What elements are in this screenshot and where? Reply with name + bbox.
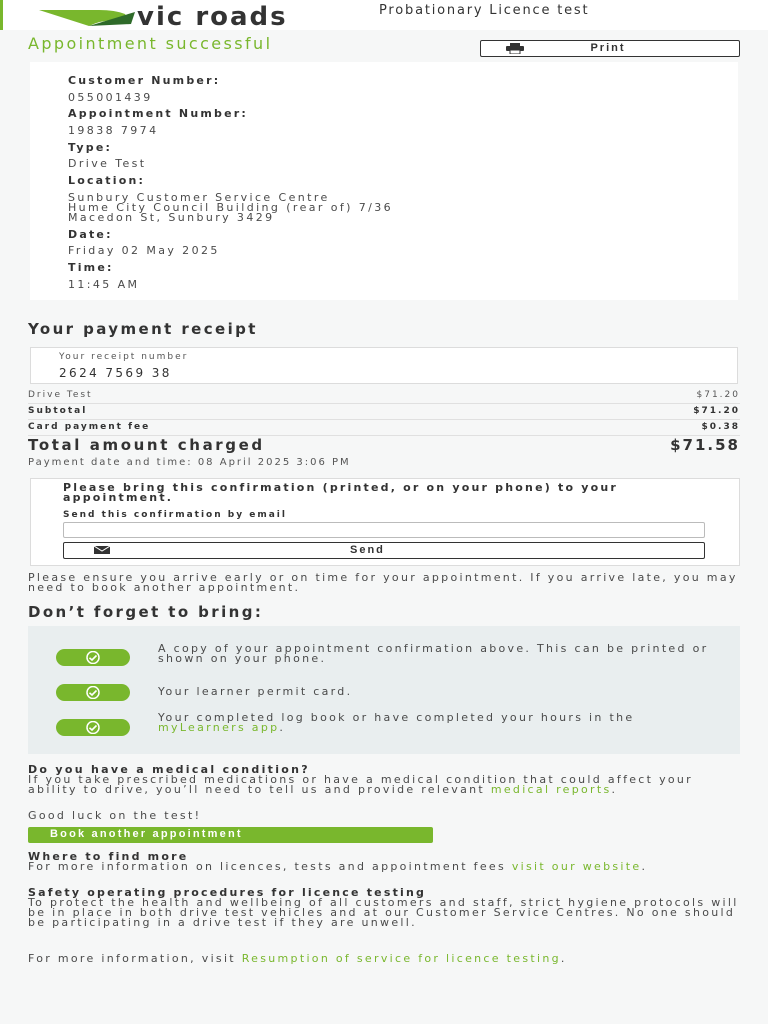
email-confirmation-box bbox=[30, 478, 740, 566]
customer-number-value: 055001439 bbox=[68, 91, 153, 104]
receipt-number-box bbox=[30, 347, 738, 384]
appointment-details-card bbox=[30, 62, 738, 300]
receipt-line-drive-test bbox=[28, 390, 740, 404]
vicroads-logo[interactable] bbox=[39, 4, 379, 30]
page-title: Appointment successful bbox=[28, 34, 273, 53]
printer-icon bbox=[505, 43, 525, 54]
type-label: Type: bbox=[68, 141, 113, 154]
print-button[interactable] bbox=[480, 40, 740, 57]
more-info-text bbox=[28, 862, 740, 872]
more-end: . bbox=[641, 860, 648, 873]
date-label: Date: bbox=[68, 228, 113, 241]
appointment-number-label: Appointment Number: bbox=[68, 107, 248, 120]
bring-confirmation-message: Please bring this confirmation (printed, or on your phone) to your appointment. bbox=[63, 481, 619, 504]
location-label: Location: bbox=[68, 174, 146, 187]
checkmark-icon bbox=[56, 719, 130, 736]
where-to-find-more-title: Where to find more bbox=[28, 850, 189, 863]
safety-title: Safety operating procedures for licence testing bbox=[28, 886, 427, 899]
visit-website-link[interactable]: visit our website bbox=[511, 860, 642, 873]
date-value: Friday 02 May 2025 bbox=[68, 244, 220, 257]
type-value: Drive Test bbox=[68, 157, 147, 170]
header-title: Probationary Licence test bbox=[379, 3, 590, 18]
book-another-appointment-button[interactable] bbox=[28, 827, 433, 843]
location-line-2: Hume City Council Building (rear of) 7/36 bbox=[68, 201, 394, 214]
checkmark-icon bbox=[56, 684, 130, 701]
bring-item-confirmation: A copy of your appointment confirmation above. This can be printed or shown on your phone. bbox=[158, 642, 709, 665]
good-luck-text: Good luck on the test! bbox=[28, 809, 202, 822]
checkmark-icon bbox=[56, 649, 130, 666]
medical-end: . bbox=[611, 783, 618, 796]
line-amount: $0.38 bbox=[701, 422, 740, 432]
location-line-1: Sunbury Customer Service Centre bbox=[68, 191, 330, 204]
line-amount: $71.20 bbox=[693, 406, 740, 416]
send-label: Send bbox=[350, 544, 385, 556]
email-input[interactable] bbox=[63, 522, 705, 538]
receipt-number-value: 2624 7569 38 bbox=[59, 366, 172, 380]
bring-list bbox=[28, 626, 740, 754]
line-amount: $71.20 bbox=[696, 390, 740, 400]
logbook-text: Your completed log book or have completed your hours in the bbox=[158, 711, 635, 724]
medical-text bbox=[28, 775, 740, 795]
print-label: Print bbox=[590, 42, 626, 54]
payment-receipt-title: Your payment receipt bbox=[28, 320, 258, 338]
line-label: Drive Test bbox=[28, 390, 93, 400]
mylearners-app-link[interactable]: myLearners app bbox=[158, 721, 280, 734]
send-button[interactable] bbox=[63, 542, 705, 559]
bring-item-permit: Your learner permit card. bbox=[158, 685, 353, 698]
vicroads-swoosh-icon bbox=[39, 8, 135, 28]
line-label: Subtotal bbox=[28, 406, 88, 416]
total-label: Total amount charged bbox=[28, 436, 265, 454]
site-header bbox=[0, 0, 768, 30]
safety-more-end: . bbox=[560, 952, 567, 965]
arrive-notice: Please ensure you arrive early or on time for your appointment. If you arrive late, you may need to book another appointment. bbox=[28, 571, 738, 594]
line-label: Card payment fee bbox=[28, 422, 151, 432]
time-label: Time: bbox=[68, 261, 114, 274]
appointment-number-value: 19838 7974 bbox=[68, 124, 159, 137]
safety-more-text bbox=[28, 954, 740, 964]
time-value: 11:45 AM bbox=[68, 278, 140, 291]
more-body: For more information on licences, tests and appointment fees bbox=[28, 860, 512, 873]
customer-number-label: Customer Number: bbox=[68, 74, 221, 87]
safety-text: To protect the health and wellbeing of all customers and staff, strict hygiene protocols will be in place in both drive test vehicles and at our Customer Service Centres. No one should be participating in a drive test if they are unwell. bbox=[28, 896, 739, 929]
resumption-of-service-link[interactable]: Resumption of service for licence testing bbox=[241, 952, 561, 965]
bring-item-logbook bbox=[158, 713, 718, 733]
medical-reports-link[interactable]: medical reports bbox=[490, 783, 612, 796]
medical-title: Do you have a medical condition? bbox=[28, 763, 310, 776]
receipt-line-card-fee bbox=[28, 422, 740, 436]
safety-more-body: For more information, visit bbox=[28, 952, 242, 965]
receipt-line-subtotal bbox=[28, 406, 740, 420]
receipt-number-label: Your receipt number bbox=[59, 352, 189, 362]
envelope-icon bbox=[94, 546, 110, 554]
logo-text: vic roads bbox=[137, 2, 288, 32]
medical-body: If you take prescribed medications or have a medical condition that could affect your ability to drive, you’ll need to tell us and provide relevant bbox=[28, 773, 693, 796]
payment-datetime: Payment date and time: 08 April 2025 3:06 PM bbox=[28, 457, 351, 468]
total-amount: $71.58 bbox=[670, 436, 740, 454]
location-line-3: Macedon St, Sunbury 3429 bbox=[68, 211, 275, 224]
logbook-end: . bbox=[279, 721, 286, 734]
book-button-label: Book another appointment bbox=[50, 828, 243, 840]
bring-title: Don’t forget to bring: bbox=[28, 603, 264, 621]
total-row bbox=[28, 436, 740, 456]
email-label: Send this confirmation by email bbox=[63, 510, 287, 520]
